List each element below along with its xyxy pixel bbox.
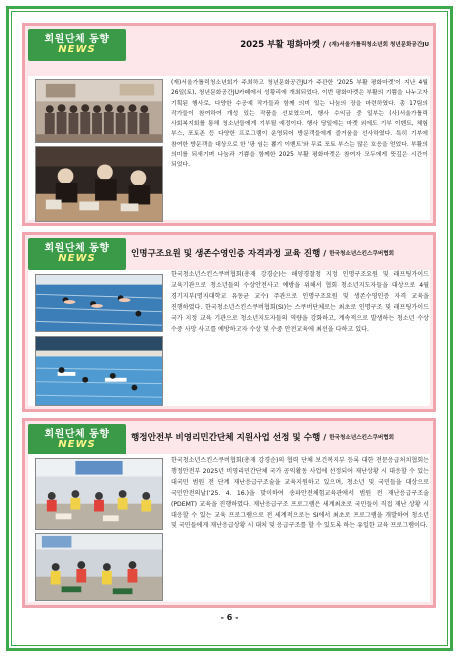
badge-news-label: NEWS [58, 439, 96, 450]
badge-news-label: NEWS [58, 253, 96, 264]
section-body [28, 454, 430, 602]
news-section-safety-project [22, 418, 436, 608]
photo-rescue-practice [35, 336, 163, 406]
photo-pool-training [35, 274, 163, 332]
photo-emergency-drill [35, 533, 163, 601]
badge-news-label: NEWS [58, 44, 96, 55]
news-section-peace-market [22, 23, 436, 226]
section-title [133, 34, 429, 54]
section-org: 한국청소년스킨스쿠버협회 [329, 251, 395, 257]
badge-label: 회원단체 동향 [44, 242, 110, 254]
page-number: - 6 - [220, 613, 239, 622]
photo-market-booth [35, 146, 163, 222]
news-badge [28, 238, 126, 270]
section-title-text: 행정안전부 비영리민간단체 지원사업 선정 및 수행 [131, 433, 321, 443]
section-paragraph: (재)서울가톨릭청소년회가 주최하고 청년문화공간JU가 주관한 '2025 부활 평화마켓'이 지난 4월 26일(토), 청년문화공간JU카페에서 성황리에 개최되었다. 이번 평화마켓은 부활의 기쁨을 나누고자 기획된 행사로, 다양한 수공예 작가들과 함께 의미 있는 나눔의 장을 마련하였다. 총 17팀의 작가들이 참여하여 개성 있는 작품을 선보였으며, 행사 수익금 중 일부는 (사)서울가톨릭 사회복지회를 통해 청소년들에게 기부될 예정이다. 행사 당일에는 마켓 외에도 기부 이벤트, 체험 부스, 포토존 등 다양한 프로그램이 운영되어 방문객들에게 즐거움을 선사하였다. 특히 기부에 참여한 방문객을 대상으로 한 '팡 임는 뽑기 이벤트'와 무료 포토 부스는 많은 호응을 얻었다. 부활의 의미를 되새기며 나눔과 기쁨을 함께한 2025 부활 평화마켓은 참여자 모두에게 뜻깊은 시간이 되었다. [171, 80, 428, 168]
section-title-text: 2025 부활 평화마켓 [240, 40, 320, 50]
news-section-lifeguard-training [22, 232, 436, 412]
photo-cpr-class [35, 458, 163, 530]
photo-group-event [35, 79, 163, 143]
section-org: 한국청소년스킨스쿠버협회 [329, 435, 395, 441]
title-separator: / [322, 39, 326, 49]
title-separator: / [323, 248, 327, 258]
section-title [131, 242, 429, 264]
section-title-text: 인명구조요원 및 생존수영인증 자격과정 교육 진행 [131, 249, 321, 259]
section-body [28, 76, 430, 220]
news-badge [28, 424, 126, 456]
badge-label: 회원단체 동향 [44, 33, 110, 45]
section-body [28, 270, 430, 406]
section-paragraph: 한국청소년스킨스쿠버협회(총재 강경순)의 협력 단체 보건복지부 등록 대한 전문응급처치협회는 행정안전부 2025년 비영리민간단체 국가 공익활동 사업에 선정되어 재난상황 시 대응할 수 있는 대국민 범원 전 단계 재난응급구조술을 교육지원하고 있으며, 청소년 및 국민들을 대상으로 국민안전의날(‘25. 4. 16.)을 맞이하여 송파안전체험교육관에서 범원 전 재난응급구조술(PDEMT) 교육을 진행하였다. 재난응급구조 프로그램은 세계최초로 국민들이 직접 재난 상황 시 대응할 수 있는 교육 프로그램으로 전 세계적으로는 SI에서 최초로 프로그램을 개발하여 청소년 및 국민들에게 재난응급상황 시 대처 및 응급구조를 할 수 있도록 하는 유일한 교육 프로그램이다. [171, 457, 429, 530]
title-separator: / [323, 432, 327, 442]
section-title [131, 426, 429, 448]
news-badge [28, 29, 126, 61]
section-paragraph: 한국청소년스킨스쿠버협회(총재 강경순)는 해양경찰청 지정 인명구조요원 및 래프팅가이드 교육기관으로 청소년들의 수상안전사고 예방을 위해서 협회 청소년지도자들을 대상으로 4월 경기지부(명지대학교 유동균 교수) 주관으로 인명구조요원 및 생존수영인증 자격 교육을 진행하였다. 한국청소년스킨스쿠버협회(SI)는 스쿠버단체로는 최초로 인명구조 및 래프팅가이드 국가 지정 교육 기관으로 청소년지도자들의 역량을 강화하고, 계속적으로 발생하는 청소년 수상 수중 사망 사고를 예방하고자 수상 및 수중 안전교육에 최선을 다하고 있다. [171, 271, 429, 333]
badge-label: 회원단체 동향 [44, 428, 110, 440]
section-org: (재)서울가톨릭청소년회 청년문화공간JU [328, 42, 429, 48]
